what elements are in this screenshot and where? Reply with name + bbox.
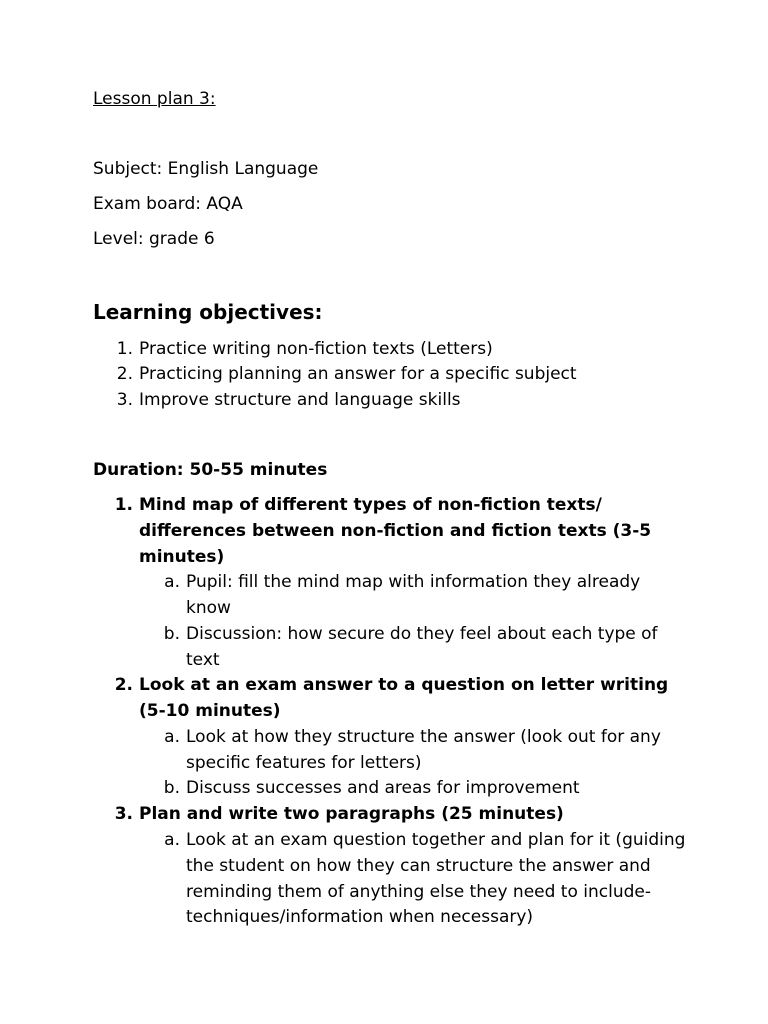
step-text: Plan and write two paragraphs (25 minutes) [139,804,564,824]
sub-step-item [140,828,700,931]
objective-number: 2. [116,364,133,384]
objective-text: Practice writing non-fiction texts (Letters) [139,339,493,359]
sub-step-item [140,622,700,674]
sub-step-text: Discuss successes and areas for improvement [186,778,580,798]
exam-board-line: Exam board: AQA [93,194,243,214]
sub-step-item [140,725,700,777]
step-number: 1. [114,495,133,515]
sub-step-letter: a. [164,830,180,850]
sub-step-letter: b. [163,624,180,644]
sub-step-item [140,570,700,622]
level-line: Level: grade 6 [93,229,215,249]
sub-step-letter: b. [163,778,180,798]
objective-text: Practicing planning an answer for a specific subject [139,364,577,384]
sub-step-text: Look at how they structure the answer (look out for any specific features for letters) [186,727,661,773]
step-item [93,493,693,570]
step-text: Mind map of different types of non-fiction texts/ differences between non-fiction and fiction texts (3-5 minutes) [139,495,652,567]
objective-text: Improve structure and language skills [139,390,461,410]
step-item [93,802,693,828]
sub-step-text: Discussion: how secure do they feel about each type of text [186,624,658,670]
objective-number: 1. [116,339,133,359]
sub-step-text: Look at an exam question together and plan for it (guiding the student on how they can structure the answer and reminding them of anything else they need to include- techniques/information when necessary) [186,830,686,928]
step-number: 3. [114,804,133,824]
sub-step-item [140,776,700,802]
sub-step-letter: a. [164,727,180,747]
objective-number: 3. [116,390,133,410]
sub-step-text: Pupil: fill the mind map with information they already know [186,572,641,618]
subject-line: Subject: English Language [93,159,319,179]
step-text: Look at an exam answer to a question on letter writing (5-10 minutes) [139,675,669,721]
sub-step-letter: a. [164,572,180,592]
step-number: 2. [114,675,133,695]
step-item [93,673,693,725]
duration-line: Duration: 50-55 minutes [93,460,328,480]
objectives-heading: Learning objectives: [93,300,323,324]
document-title: Lesson plan 3: [93,89,216,109]
